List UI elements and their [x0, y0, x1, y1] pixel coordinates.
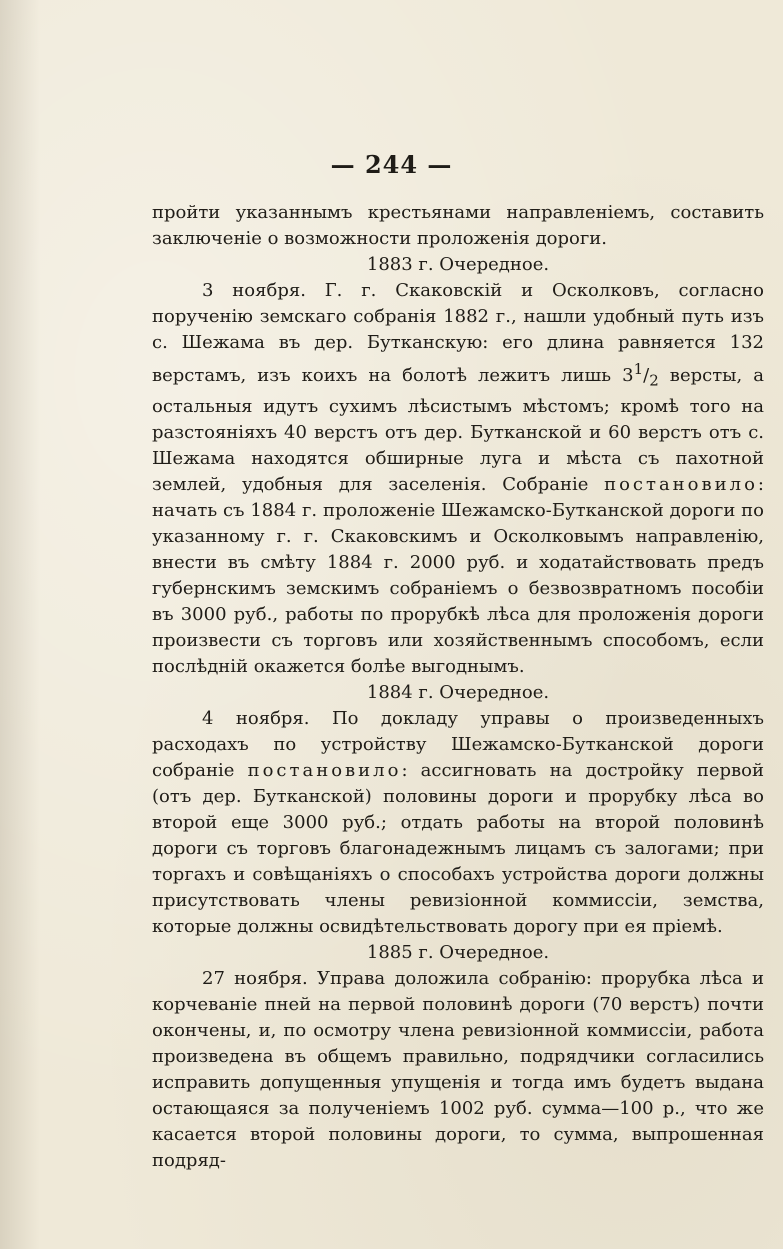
heading-1885: 1885 г. Очередное. [366, 941, 550, 963]
paragraph-intro: пройти указаннымъ крестьянами направленіемъ, составить заключеніе о возможности проложенія дороги. [152, 202, 764, 249]
heading-1883: 1883 г. Очередное. [366, 254, 550, 275]
body-text [152, 200, 764, 1174]
paragraph-1883-part-b: версты, а остальныя идутъ сухимъ лѣсистымъ мѣстомъ; кромѣ того на разстояніяхъ 40 верстъ отъ дер. Бутканской и 60 верстъ отъ с. Шежама находятся обширные луга и мѣста съ пахотной землей, удобныя для заселенія. Собраніе [152, 365, 764, 495]
resolution-word: постановило [247, 759, 402, 781]
paragraph-1883-part-a: 3 ноября. Г. г. Скаковскій и Осколковъ, согласно порученію земскаго собранія 1882 г., нашли удобный путь изъ с. Шежама въ дер. Бутканскую: его длина равняется 132 верстамъ, изъ коихъ на болотѣ лежитъ лишь 3 [152, 280, 764, 386]
paragraph-1883: 3 ноября. Г. г. Скаковскій и Осколковъ, согласно порученію земскаго собранія 1882 г., нашли удобный путь изъ с. Шежама въ дер. Бутканскую: его длина равняется 132 верстамъ, изъ коихъ на болотѣ лежитъ лишь $3^1/_2$ версты, а остальныя идутъ сухимъ лѣсистымъ мѣстомъ; кромѣ того на разстояніяхъ 40 верстъ отъ дер. Бутканской и 60 верстъ отъ с. Шежама находятся обширные луга и мѣста съ пахотной землей, удобныя для заселенія. Собраніе постановило: начать съ 1884 г. проложеніе Шежамско-Бутканской дороги по указанному г. г. Скаковскимъ и Осколковымъ направленію, внести въ смѣту 1884 г. 2000 руб. и ходатайствовать предъ губернскимъ земскимъ собраніемъ о безвозвратномъ пособіи въ 3000 руб., работы по прорубкѣ лѣса для проложенія дороги произвести съ торговъ или хозяйственнымъ способомъ, если послѣдній окажется болѣе выгоднымъ. [152, 280, 764, 677]
fraction-numerator: 1 [633, 360, 644, 378]
paragraph-1885: 27 ноября. Управа доложила собранію: прорубка лѣса и корчеваніе пней на первой половинѣ дороги (70 верстъ) почти окончены, и, по осмотру члена ревизіонной коммиссіи, работа произведена въ общемъ правильно, подрядчики согласились исправить допущенныя упущенія и тогда имъ будетъ выдана остающаяся за полученіемъ 1002 руб. сумма—100 р., что же касается второй половины дороги, то сумма, выпрошенная подряд- [152, 967, 764, 1171]
page-edge-shadow [0, 0, 40, 1249]
page-number: — 244 — [330, 150, 453, 179]
paragraph-1883-part-c: : начать съ 1884 г. проложеніе Шежамско-Бутканской дороги по указанному г. г. Скаковскимъ и Осколковымъ направленію, внести въ смѣту 1884 г. 2000 руб. и ходатайствовать предъ губернскимъ земскимъ собраніемъ о безвозвратномъ пособіи въ 3000 руб., работы по прорубкѣ лѣса для проложенія дороги произвести съ торговъ или хозяйственнымъ способомъ, если послѣдній окажется болѣе выгоднымъ. [152, 473, 764, 677]
fraction-denominator: 2 [649, 371, 659, 390]
heading-1884: 1884 г. Очередное. [366, 681, 550, 703]
paragraph-1884 [152, 706, 764, 940]
resolution-word: постановило [604, 473, 758, 495]
paragraph-1884-part-a: 4 ноября. По докладу управы о произведенныхъ расходахъ по устройству Шежамско-Бутканской дороги собраніе [152, 707, 764, 781]
paragraph-1884-part-b: : ассигновать на достройку первой (отъ дер. Бутканской) половины дороги и прорубку лѣса во второй еще 3000 руб.; отдать работы на второй половинѣ дороги съ торговъ благонадежнымъ лицамъ съ залогами; при торгахъ и совѣщаніяхъ о способахъ устройства дороги должны присутствовать члены ревизіонной коммиссіи, земства, которые должны освидѣтельствовать дорогу при ея пріемѣ. [152, 759, 764, 937]
